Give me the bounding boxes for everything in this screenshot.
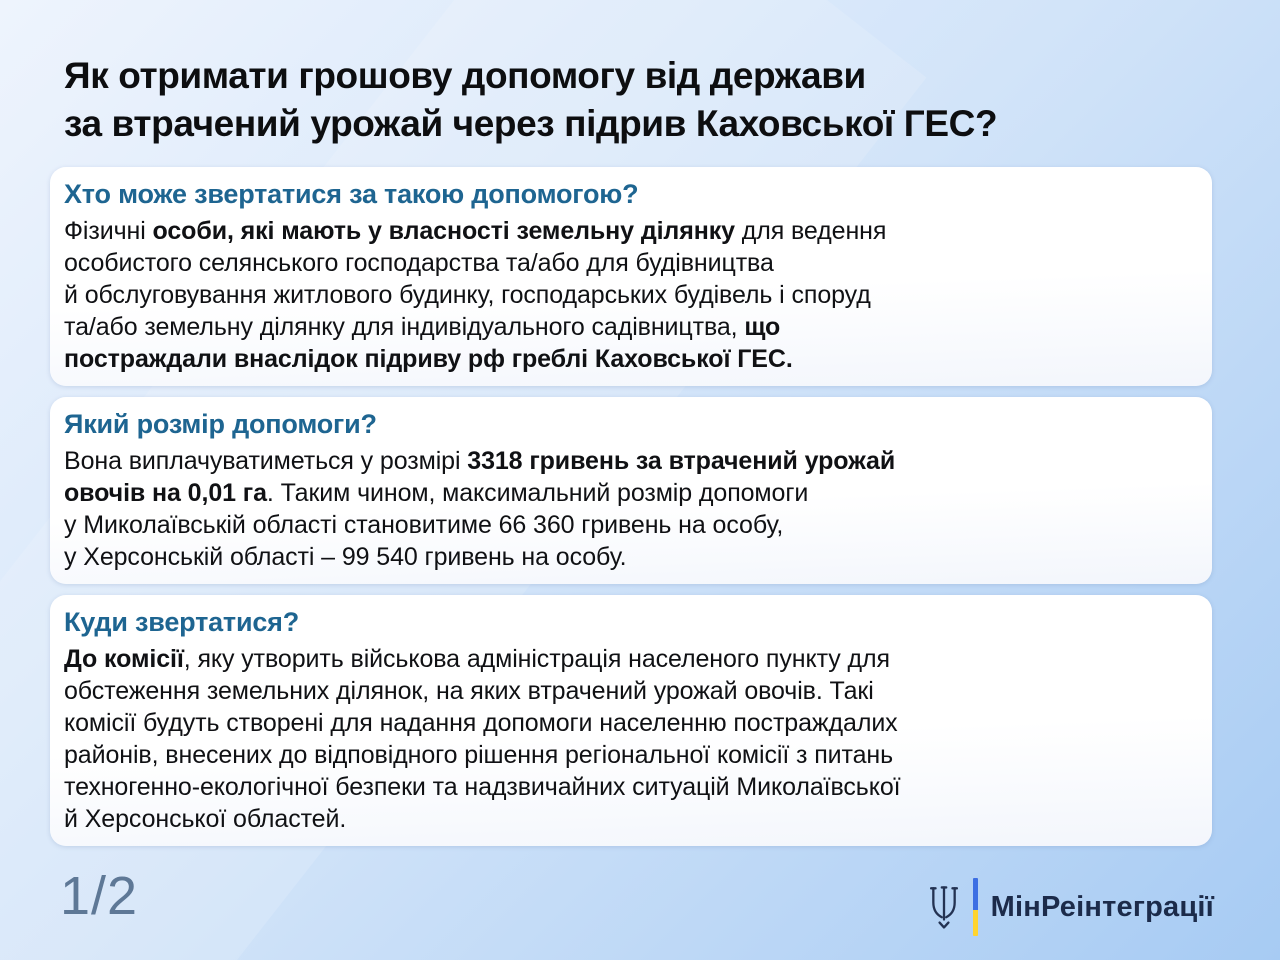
card-where-to-apply	[50, 595, 1212, 846]
page-title-line-1: Як отримати грошову допомогу від держави	[64, 55, 866, 96]
text-line: у Херсонській області – 99 540 гривень на особу.	[64, 543, 627, 571]
ministry-logo-label: МінРеінтеграції	[990, 890, 1214, 923]
text-line: техногенно-екологічної безпеки та надзвичайних ситуацій Миколаївської	[64, 773, 901, 801]
text-line: До комісії, яку утворить військова адміністрація населеного пункту для	[64, 645, 890, 673]
text-line: у Миколаївській області становитиме 66 360 гривень на особу,	[64, 511, 784, 539]
card-who-can-apply	[50, 167, 1212, 386]
text-line: обстеження земельних ділянок, на яких втрачений урожай овочів. Такі	[64, 677, 874, 705]
page-title	[64, 52, 997, 148]
text-line: Фізичні особи, які мають у власності земельну ділянку для ведення	[64, 217, 887, 245]
text-line: й Херсонської областей.	[64, 805, 347, 833]
text-line: комісії будуть створені для надання допомоги населенню постраждалих	[64, 709, 898, 737]
card-body-text	[64, 445, 1196, 573]
ministry-logo	[928, 878, 1214, 936]
flag-divider	[973, 878, 978, 936]
text-line: постраждали внаслідок підриву рф греблі Каховської ГЕС.	[64, 345, 793, 373]
card-heading: Хто може звертатися за такою допомогою?	[64, 179, 639, 209]
card-body-text	[64, 643, 1196, 835]
card-heading: Куди звертатися?	[64, 607, 300, 637]
card-aid-amount	[50, 397, 1212, 584]
flag-yellow-segment	[973, 910, 978, 936]
trident-icon	[928, 884, 960, 930]
text-line: особистого селянського господарства та/або для будівництва	[64, 249, 774, 277]
page-number: 1/2	[60, 866, 139, 926]
text-line: районів, внесених до відповідного рішення регіональної комісії з питань	[64, 741, 894, 769]
info-cards	[50, 167, 1212, 846]
text-line: овочів на 0,01 га. Таким чином, максимальний розмір допомоги	[64, 479, 809, 507]
flag-blue-segment	[973, 878, 978, 910]
page-title-line-2: за втрачений урожай через підрив Каховської ГЕС?	[64, 103, 998, 144]
text-line: Вона виплачуватиметься у розмірі 3318 гривень за втрачений урожай	[64, 447, 896, 475]
text-line: та/або земельну ділянку для індивідуального садівництва, що	[64, 313, 781, 341]
card-body-text	[64, 215, 1196, 375]
text-line: й обслуговування житлового будинку, господарських будівель і споруд	[64, 281, 871, 309]
card-heading: Який розмір допомоги?	[64, 409, 377, 439]
